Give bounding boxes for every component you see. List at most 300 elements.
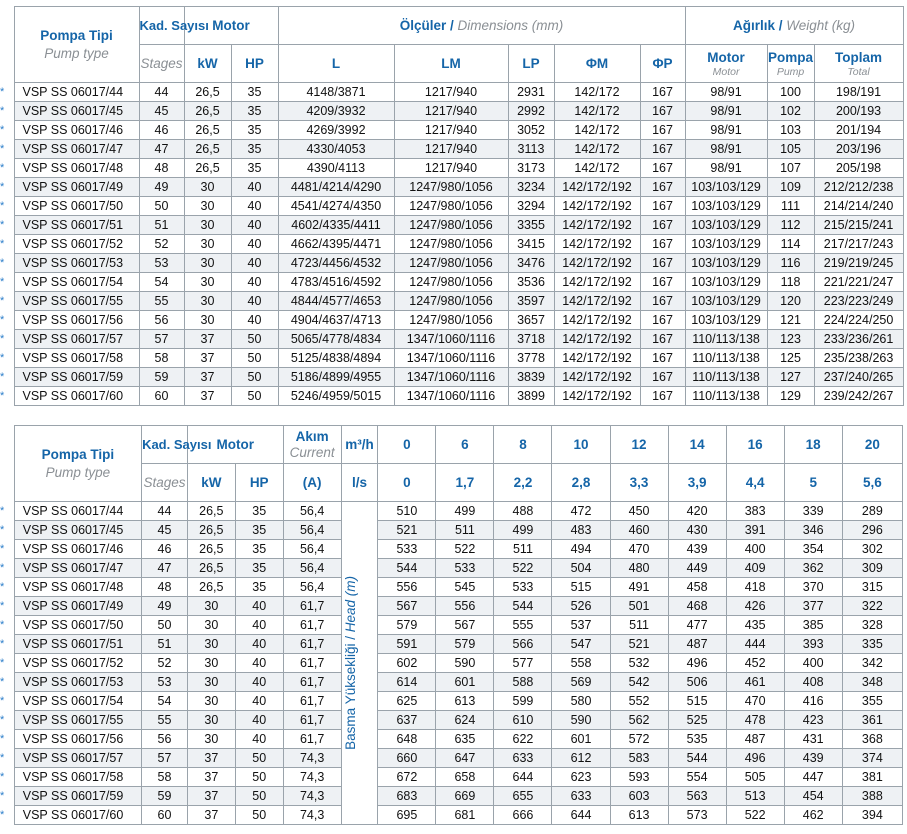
L-cell: 5186/4899/4955 xyxy=(278,368,394,387)
motor-header: Motor xyxy=(184,7,278,45)
pump-type-cell: VSP SS 06017/48 xyxy=(14,159,139,178)
stages-cell: 55 xyxy=(139,292,184,311)
row-marker: * xyxy=(0,581,5,593)
head-value-cell: 470 xyxy=(726,692,784,711)
row-marker: * xyxy=(0,752,5,764)
head-value-cell: 623 xyxy=(552,768,610,787)
head-value-cell: 545 xyxy=(436,578,494,597)
pump-type-cell: VSP SS 06017/48 xyxy=(14,578,141,597)
stages-header: Kad. Sayısı xyxy=(139,7,184,45)
LM-header: LM xyxy=(394,45,508,83)
head-value-cell: 526 xyxy=(552,597,610,616)
head-value-cell: 537 xyxy=(552,616,610,635)
weight-motor-cell: 110/113/138 xyxy=(685,368,767,387)
PM-cell: 142/172/192 xyxy=(554,330,640,349)
pump-type-cell: VSP SS 06017/53 xyxy=(14,254,139,273)
weight-total-header: Toplam Total xyxy=(814,45,903,83)
weight-total-cell: 212/212/238 xyxy=(814,178,903,197)
LP-cell: 3839 xyxy=(508,368,554,387)
table-row xyxy=(0,159,903,178)
LP-cell: 3355 xyxy=(508,216,554,235)
LM-cell: 1247/980/1056 xyxy=(394,273,508,292)
hp-cell: 35 xyxy=(235,578,283,597)
pump-type-cell: VSP SS 06017/52 xyxy=(14,654,141,673)
row-marker: * xyxy=(0,105,5,117)
stages-cell: 54 xyxy=(139,273,184,292)
head-value-cell: 296 xyxy=(842,521,902,540)
L-cell: 4269/3992 xyxy=(278,121,394,140)
head-value-cell: 567 xyxy=(436,616,494,635)
LM-cell: 1217/940 xyxy=(394,140,508,159)
weight-total-cell: 200/193 xyxy=(814,102,903,121)
head-value-cell: 544 xyxy=(668,749,726,768)
weight-motor-cell: 98/91 xyxy=(685,140,767,159)
hp-cell: 40 xyxy=(231,197,278,216)
head-value-cell: 328 xyxy=(842,616,902,635)
head-value-cell: 601 xyxy=(552,730,610,749)
hp-cell: 40 xyxy=(231,254,278,273)
head-value-cell: 494 xyxy=(552,540,610,559)
head-value-cell: 468 xyxy=(668,597,726,616)
PM-cell: 142/172/192 xyxy=(554,387,640,406)
stages-cell: 48 xyxy=(142,578,188,597)
head-value-cell: 555 xyxy=(494,616,552,635)
PP-cell: 167 xyxy=(640,254,685,273)
hp-cell: 35 xyxy=(235,559,283,578)
row-marker: * xyxy=(0,505,5,517)
head-value-cell: 362 xyxy=(784,559,842,578)
stages-cell: 52 xyxy=(139,235,184,254)
pump-type-cell: VSP SS 06017/45 xyxy=(14,521,141,540)
kw-cell: 30 xyxy=(184,311,231,330)
L-cell: 4481/4214/4290 xyxy=(278,178,394,197)
head-value-cell: 522 xyxy=(494,559,552,578)
kw-cell: 37 xyxy=(187,806,235,825)
current-cell: 61,7 xyxy=(283,711,341,730)
flow-ls-3: 2,8 xyxy=(552,464,610,502)
flow-ls-5: 3,9 xyxy=(668,464,726,502)
row-marker: * xyxy=(0,200,5,212)
PP-cell: 167 xyxy=(640,349,685,368)
head-value-cell: 510 xyxy=(378,502,436,521)
table-row xyxy=(0,692,903,711)
weight-total-cell: 233/236/261 xyxy=(814,330,903,349)
kw-cell: 30 xyxy=(187,673,235,692)
head-value-cell: 567 xyxy=(378,597,436,616)
head-value-cell: 505 xyxy=(726,768,784,787)
head-value-cell: 547 xyxy=(552,635,610,654)
weight-total-cell: 237/240/265 xyxy=(814,368,903,387)
stages-cell: 45 xyxy=(142,521,188,540)
current-cell: 56,4 xyxy=(283,502,341,521)
L-cell: 4602/4335/4411 xyxy=(278,216,394,235)
head-value-cell: 435 xyxy=(726,616,784,635)
row-marker: * xyxy=(0,619,5,631)
pump-type-cell: VSP SS 06017/46 xyxy=(14,121,139,140)
head-value-cell: 614 xyxy=(378,673,436,692)
table-row xyxy=(0,121,903,140)
flow-ls-7: 5 xyxy=(784,464,842,502)
kw-cell: 26,5 xyxy=(187,502,235,521)
head-value-cell: 613 xyxy=(610,806,668,825)
PM-cell: 142/172 xyxy=(554,140,640,159)
hp-header-2: HP xyxy=(235,464,283,502)
stages-cell: 53 xyxy=(142,673,188,692)
head-value-cell: 669 xyxy=(436,787,494,806)
kw-cell: 30 xyxy=(184,292,231,311)
PP-cell: 167 xyxy=(640,159,685,178)
LP-cell: 3294 xyxy=(508,197,554,216)
flow-ls-2: 2,2 xyxy=(494,464,552,502)
pump-type-cell: VSP SS 06017/59 xyxy=(14,368,139,387)
head-value-cell: 487 xyxy=(726,730,784,749)
LM-cell: 1217/940 xyxy=(394,83,508,102)
pump-type-cell: VSP SS 06017/60 xyxy=(14,806,141,825)
stages-cell: 59 xyxy=(139,368,184,387)
kw-header-2: kW xyxy=(187,464,235,502)
head-value-cell: 666 xyxy=(494,806,552,825)
head-value-cell: 521 xyxy=(378,521,436,540)
stages-cell: 45 xyxy=(139,102,184,121)
head-value-cell: 590 xyxy=(552,711,610,730)
L-cell: 4541/4274/4350 xyxy=(278,197,394,216)
PP-header: ΦP xyxy=(640,45,685,83)
hp-cell: 35 xyxy=(231,121,278,140)
hp-cell: 40 xyxy=(231,311,278,330)
head-value-cell: 672 xyxy=(378,768,436,787)
row-marker: * xyxy=(0,314,5,326)
current-cell: 61,7 xyxy=(283,730,341,749)
dimensions-header: Ölçüler / Dimensions (mm) xyxy=(278,7,685,45)
head-value-cell: 562 xyxy=(610,711,668,730)
head-value-cell: 391 xyxy=(726,521,784,540)
kw-cell: 37 xyxy=(184,330,231,349)
hp-cell: 50 xyxy=(235,787,283,806)
LP-cell: 3899 xyxy=(508,387,554,406)
weight-motor-cell: 103/103/129 xyxy=(685,178,767,197)
kw-cell: 30 xyxy=(184,197,231,216)
row-marker: * xyxy=(0,638,5,650)
weight-pump-cell: 105 xyxy=(767,140,814,159)
PM-cell: 142/172/192 xyxy=(554,216,640,235)
head-value-cell: 302 xyxy=(842,540,902,559)
head-value-cell: 558 xyxy=(552,654,610,673)
head-value-cell: 648 xyxy=(378,730,436,749)
PM-cell: 142/172/192 xyxy=(554,254,640,273)
weight-pump-cell: 103 xyxy=(767,121,814,140)
hp-cell: 40 xyxy=(235,654,283,673)
L-cell: 4904/4637/4713 xyxy=(278,311,394,330)
pump-type-cell: VSP SS 06017/58 xyxy=(14,768,141,787)
table-row xyxy=(0,597,903,616)
head-value-cell: 591 xyxy=(378,635,436,654)
row-marker: * xyxy=(0,543,5,555)
head-value-cell: 633 xyxy=(552,787,610,806)
head-value-cell: 491 xyxy=(610,578,668,597)
weight-pump-cell: 120 xyxy=(767,292,814,311)
weight-motor-cell: 110/113/138 xyxy=(685,349,767,368)
head-value-cell: 431 xyxy=(784,730,842,749)
weight-pump-cell: 102 xyxy=(767,102,814,121)
head-value-cell: 660 xyxy=(378,749,436,768)
head-value-cell: 525 xyxy=(668,711,726,730)
head-value-cell: 556 xyxy=(378,578,436,597)
hp-cell: 35 xyxy=(235,502,283,521)
head-value-cell: 346 xyxy=(784,521,842,540)
head-value-cell: 613 xyxy=(436,692,494,711)
stages-subheader: Stages xyxy=(139,45,184,83)
kw-cell: 30 xyxy=(184,273,231,292)
L-cell: 4723/4456/4532 xyxy=(278,254,394,273)
stages-cell: 53 xyxy=(139,254,184,273)
head-value-cell: 515 xyxy=(552,578,610,597)
hp-cell: 40 xyxy=(231,292,278,311)
head-value-cell: 409 xyxy=(726,559,784,578)
L-cell: 5246/4959/5015 xyxy=(278,387,394,406)
LP-cell: 3476 xyxy=(508,254,554,273)
head-value-cell: 625 xyxy=(378,692,436,711)
current-cell: 61,7 xyxy=(283,673,341,692)
head-value-cell: 418 xyxy=(726,578,784,597)
stages-cell: 51 xyxy=(142,635,188,654)
head-value-cell: 449 xyxy=(668,559,726,578)
PM-cell: 142/172 xyxy=(554,121,640,140)
PP-cell: 167 xyxy=(640,368,685,387)
pump-type-cell: VSP SS 06017/46 xyxy=(14,540,141,559)
head-value-cell: 439 xyxy=(668,540,726,559)
table-row xyxy=(0,787,903,806)
current-cell: 61,7 xyxy=(283,692,341,711)
weight-pump-cell: 125 xyxy=(767,349,814,368)
head-value-cell: 374 xyxy=(842,749,902,768)
hp-cell: 50 xyxy=(235,768,283,787)
PM-cell: 142/172/192 xyxy=(554,197,640,216)
PP-cell: 167 xyxy=(640,216,685,235)
head-value-cell: 488 xyxy=(494,502,552,521)
PM-cell: 142/172 xyxy=(554,102,640,121)
LP-cell: 3778 xyxy=(508,349,554,368)
hp-cell: 50 xyxy=(231,330,278,349)
row-marker: * xyxy=(0,143,5,155)
table-row xyxy=(0,368,903,387)
row-marker: * xyxy=(0,295,5,307)
head-value-cell: 348 xyxy=(842,673,902,692)
kw-cell: 30 xyxy=(187,654,235,673)
stages-subheader-2: Stages xyxy=(142,464,188,502)
flow-m3h-1: 6 xyxy=(436,426,494,464)
flow-m3h-3: 10 xyxy=(552,426,610,464)
kw-cell: 30 xyxy=(184,178,231,197)
table-row xyxy=(0,387,903,406)
weight-total-cell: 215/215/241 xyxy=(814,216,903,235)
LP-cell: 3657 xyxy=(508,311,554,330)
table-row xyxy=(0,254,903,273)
weight-pump-cell: 100 xyxy=(767,83,814,102)
head-value-cell: 599 xyxy=(494,692,552,711)
row-marker: * xyxy=(0,352,5,364)
kw-cell: 26,5 xyxy=(184,83,231,102)
head-value-cell: 377 xyxy=(784,597,842,616)
PP-cell: 167 xyxy=(640,197,685,216)
stages-cell: 59 xyxy=(142,787,188,806)
stages-cell: 50 xyxy=(142,616,188,635)
LM-cell: 1217/940 xyxy=(394,159,508,178)
head-value-cell: 315 xyxy=(842,578,902,597)
head-value-cell: 289 xyxy=(842,502,902,521)
hp-cell: 40 xyxy=(235,711,283,730)
PP-cell: 167 xyxy=(640,330,685,349)
LP-cell: 3113 xyxy=(508,140,554,159)
head-value-cell: 569 xyxy=(552,673,610,692)
pump-type-cell: VSP SS 06017/44 xyxy=(14,83,139,102)
LP-cell: 3173 xyxy=(508,159,554,178)
current-cell: 74,3 xyxy=(283,806,341,825)
weight-total-cell: 239/242/267 xyxy=(814,387,903,406)
LP-cell: 2992 xyxy=(508,102,554,121)
pump-type-cell: VSP SS 06017/57 xyxy=(14,749,141,768)
head-value-cell: 513 xyxy=(726,787,784,806)
weight-total-cell: 221/221/247 xyxy=(814,273,903,292)
pump-type-header: Pompa Tipi Pump type xyxy=(14,7,139,83)
weight-total-cell: 201/194 xyxy=(814,121,903,140)
head-value-cell: 393 xyxy=(784,635,842,654)
head-value-cell: 655 xyxy=(494,787,552,806)
hp-header: HP xyxy=(231,45,278,83)
hp-cell: 40 xyxy=(235,635,283,654)
weight-motor-cell: 103/103/129 xyxy=(685,235,767,254)
stages-cell: 54 xyxy=(142,692,188,711)
stages-cell: 47 xyxy=(139,140,184,159)
PP-cell: 167 xyxy=(640,273,685,292)
current-header: Akım Current xyxy=(283,426,341,464)
PP-cell: 167 xyxy=(640,235,685,254)
head-value-cell: 487 xyxy=(668,635,726,654)
head-value-cell: 637 xyxy=(378,711,436,730)
PP-cell: 167 xyxy=(640,311,685,330)
kw-cell: 26,5 xyxy=(184,102,231,121)
head-value-cell: 496 xyxy=(726,749,784,768)
row-marker: * xyxy=(0,676,5,688)
weight-motor-header: Motor Motor xyxy=(685,45,767,83)
hp-cell: 35 xyxy=(231,83,278,102)
hp-cell: 40 xyxy=(231,273,278,292)
head-value-cell: 588 xyxy=(494,673,552,692)
head-value-cell: 624 xyxy=(436,711,494,730)
weight-total-cell: 223/223/249 xyxy=(814,292,903,311)
kw-cell: 26,5 xyxy=(187,559,235,578)
flow-m3h-8: 20 xyxy=(842,426,902,464)
LM-cell: 1247/980/1056 xyxy=(394,178,508,197)
stages-cell: 60 xyxy=(139,387,184,406)
head-value-cell: 603 xyxy=(610,787,668,806)
head-value-cell: 400 xyxy=(726,540,784,559)
kw-cell: 26,5 xyxy=(184,140,231,159)
current-cell: 56,4 xyxy=(283,540,341,559)
current-cell: 56,4 xyxy=(283,559,341,578)
weight-motor-cell: 103/103/129 xyxy=(685,273,767,292)
flow-m3h-0: 0 xyxy=(378,426,436,464)
L-cell: 4330/4053 xyxy=(278,140,394,159)
head-axis-label xyxy=(341,502,378,825)
pump-type-cell: VSP SS 06017/45 xyxy=(14,102,139,121)
stages-cell: 50 xyxy=(139,197,184,216)
dimensions-table-body xyxy=(0,83,903,406)
L-cell: 4390/4113 xyxy=(278,159,394,178)
stages-cell: 52 xyxy=(142,654,188,673)
kw-header: kW xyxy=(184,45,231,83)
head-value-cell: 458 xyxy=(668,578,726,597)
row-marker: * xyxy=(0,809,5,821)
stages-cell: 58 xyxy=(142,768,188,787)
head-value-cell: 480 xyxy=(610,559,668,578)
hp-cell: 50 xyxy=(231,387,278,406)
head-value-cell: 400 xyxy=(784,654,842,673)
table-row xyxy=(0,730,903,749)
flow-ls-8: 5,6 xyxy=(842,464,902,502)
weight-pump-cell: 109 xyxy=(767,178,814,197)
head-value-cell: 511 xyxy=(436,521,494,540)
head-value-cell: 354 xyxy=(784,540,842,559)
row-marker: * xyxy=(0,371,5,383)
LP-cell: 3718 xyxy=(508,330,554,349)
head-value-cell: 683 xyxy=(378,787,436,806)
hp-cell: 35 xyxy=(235,540,283,559)
head-value-cell: 572 xyxy=(610,730,668,749)
weight-pump-cell: 121 xyxy=(767,311,814,330)
flow-m3h-5: 14 xyxy=(668,426,726,464)
current-cell: 56,4 xyxy=(283,578,341,597)
flow-ls-1: 1,7 xyxy=(436,464,494,502)
kw-cell: 30 xyxy=(184,216,231,235)
head-value-cell: 430 xyxy=(668,521,726,540)
weight-motor-cell: 103/103/129 xyxy=(685,311,767,330)
head-value-cell: 381 xyxy=(842,768,902,787)
LM-cell: 1217/940 xyxy=(394,121,508,140)
head-value-cell: 544 xyxy=(494,597,552,616)
weight-pump-header: Pompa Pump xyxy=(767,45,814,83)
LP-cell: 3597 xyxy=(508,292,554,311)
stages-cell: 57 xyxy=(142,749,188,768)
weight-pump-cell: 123 xyxy=(767,330,814,349)
flow-ls-0: 0 xyxy=(378,464,436,502)
stages-header-2: Kad. Sayısı xyxy=(142,426,188,464)
row-marker: * xyxy=(0,714,5,726)
head-value-cell: 355 xyxy=(842,692,902,711)
L-cell: 4844/4577/4653 xyxy=(278,292,394,311)
row-marker: * xyxy=(0,657,5,669)
table-row xyxy=(0,768,903,787)
weight-pump-cell: 114 xyxy=(767,235,814,254)
head-value-cell: 461 xyxy=(726,673,784,692)
hp-cell: 50 xyxy=(235,749,283,768)
table-row xyxy=(0,349,903,368)
hp-cell: 40 xyxy=(235,597,283,616)
LM-cell: 1217/940 xyxy=(394,102,508,121)
current-cell: 56,4 xyxy=(283,521,341,540)
head-value-cell: 580 xyxy=(552,692,610,711)
weight-total-cell: 235/238/263 xyxy=(814,349,903,368)
stages-cell: 51 xyxy=(139,216,184,235)
weight-total-cell: 203/196 xyxy=(814,140,903,159)
row-marker: * xyxy=(0,162,5,174)
dimensions-weight-table xyxy=(0,6,904,406)
kw-cell: 26,5 xyxy=(187,578,235,597)
hp-cell: 50 xyxy=(231,368,278,387)
head-label-text: Basma Yüksekliği / Head (m) xyxy=(342,576,358,750)
LP-cell: 3234 xyxy=(508,178,554,197)
table-row xyxy=(0,635,903,654)
head-value-cell: 361 xyxy=(842,711,902,730)
